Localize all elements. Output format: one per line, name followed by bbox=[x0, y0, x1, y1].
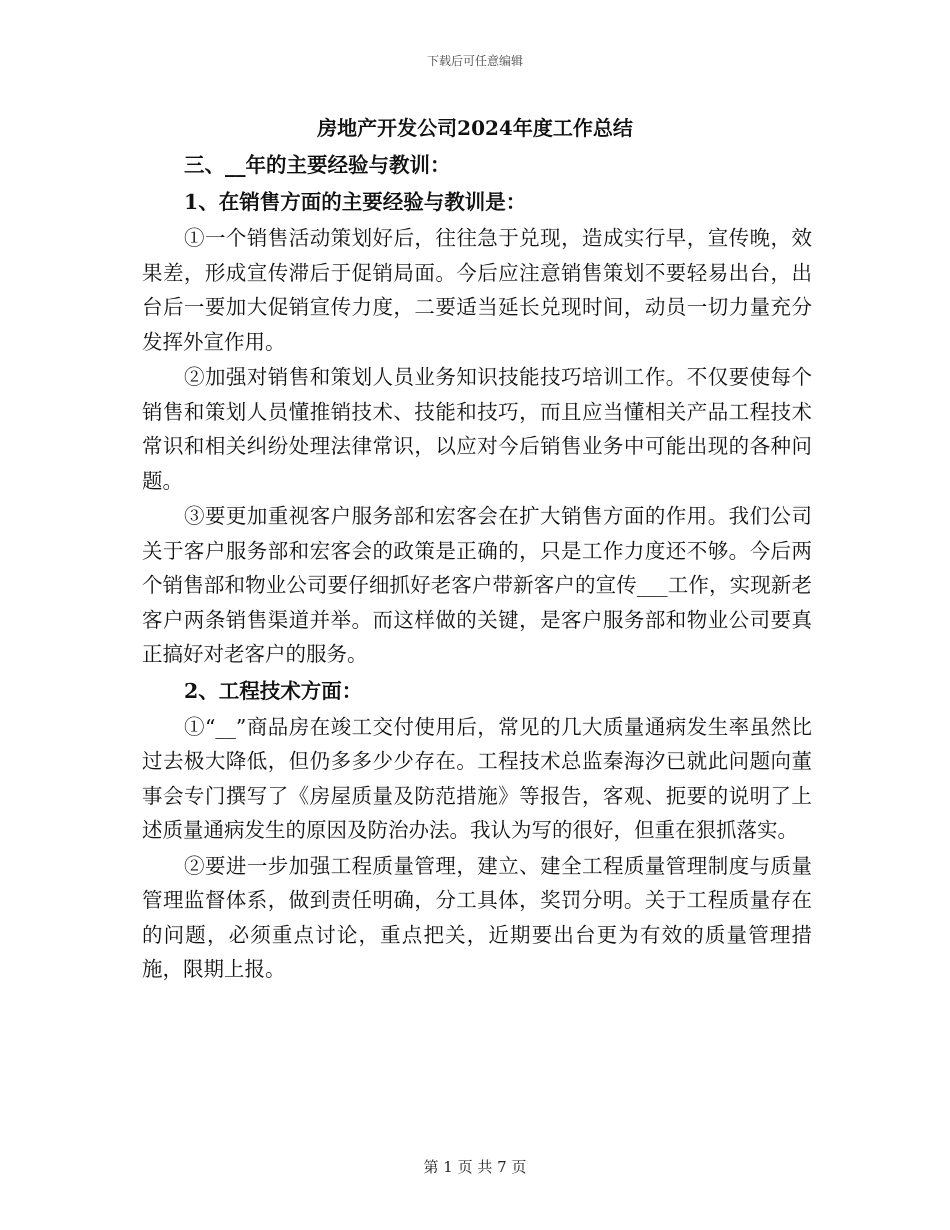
paragraph-engineering-2: ②要进一步加强工程质量管理，建立、建全工程质量管理制度与质量管理监督体系，做到责任明确，分工具体，奖罚分明。关于工程质量存在的问题，必须重点讨论，重点把关，近期要出台更为有效的质量管理措施，限期上报。 bbox=[142, 853, 812, 981]
subsection-heading-sales: 1、在销售方面的主要经验与教训是： bbox=[184, 190, 527, 214]
document-body bbox=[142, 146, 812, 987]
document-title: 房地产开发公司2024年度工作总结 bbox=[317, 116, 633, 140]
paragraph-sales-1: ①一个销售活动策划好后，往往急于兑现，造成实行早，宣传晚，效果差，形成宣传滞后于促销局面。今后应注意销售策划不要轻易出台，出台后一要加大促销宣传力度，二要适当延长兑现时间，动员一切力量充分发挥外宣作用。 bbox=[142, 226, 812, 354]
subsection-heading-engineering: 2、工程技术方面： bbox=[184, 678, 363, 703]
paragraph-engineering-1: ①“__”商品房在竣工交付使用后，常见的几大质量通病发生率虽然比过去极大降低，但仍多多少少存在。工程技术总监秦海汐已就此问题向董事会专门撰写了《房屋质量及防范措施》等报告，客观、扼要的说明了上述质量通病发生的原因及防治办法。我认为写的很好，但重在狠抓落实。 bbox=[142, 714, 812, 842]
page-number-footer: 第 1 页 共 7 页 bbox=[423, 1158, 527, 1176]
header-note: 下载后可任意编辑 bbox=[426, 54, 523, 68]
paragraph-sales-3: ③要更加重视客户服务部和宏客会在扩大销售方面的作用。我们公司关于客户服务部和宏客会的政策是正确的，只是工作力度还不够。今后两个销售部和物业公司要仔细抓好老客户带新客户的宣传___工作，实现新老客户两条销售渠道并举。而这样做的关键，是客户服务部和物业公司要真正搞好对老客户的服务。 bbox=[142, 504, 812, 666]
section-heading-3: 三、__年的主要经验与教训： bbox=[184, 153, 451, 177]
paragraph-sales-2: ②加强对销售和策划人员业务知识技能技巧培训工作。不仅要使每个销售和策划人员懂推销技术、技能和技巧，而且应当懂相关产品工程技术常识和相关纠纷处理法律常识，以应对今后销售业务中可能出现的各种问题。 bbox=[142, 365, 812, 493]
